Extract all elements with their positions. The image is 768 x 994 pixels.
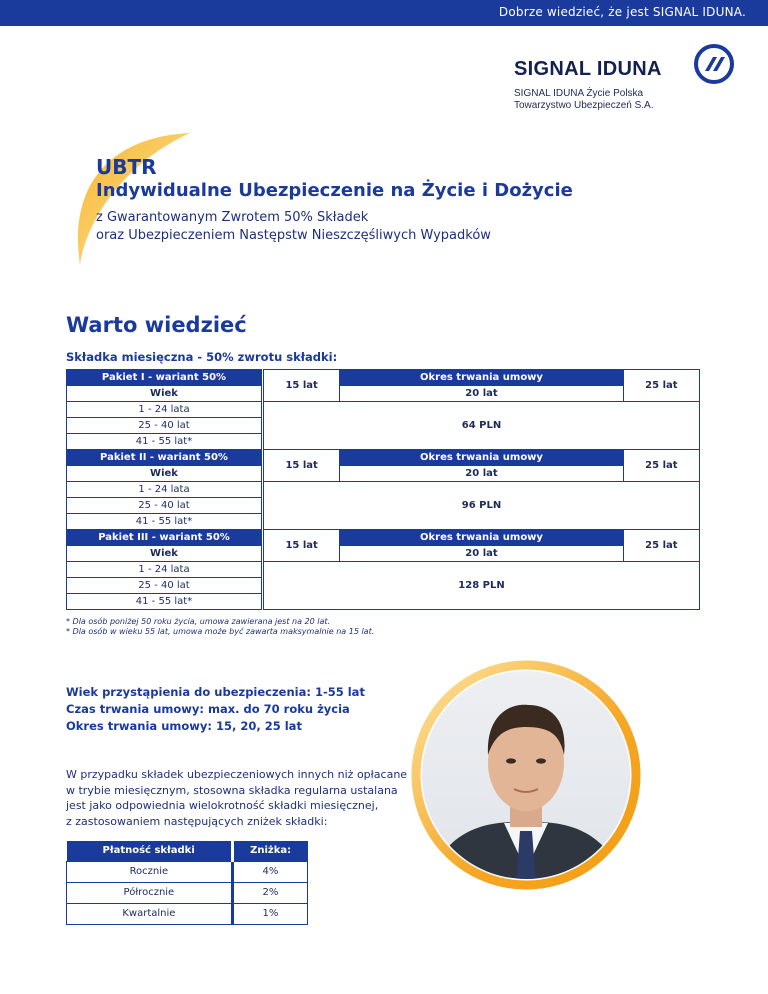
premium-value: 96 PLN	[264, 482, 700, 530]
section-title: Warto wiedzieć	[66, 313, 247, 337]
package-name: Pakiet III - wariant 50%	[67, 530, 262, 546]
package-name: Pakiet II - wariant 50%	[67, 450, 262, 466]
table-row	[67, 903, 308, 924]
table-row	[67, 466, 700, 482]
term-25: 25 lat	[623, 450, 699, 482]
contract-period-header: Okres trwania umowy	[340, 450, 623, 466]
discount-header-row	[67, 841, 308, 861]
top-banner	[0, 0, 768, 26]
age-range: 1 - 24 lata	[67, 562, 262, 578]
package-header-row	[67, 450, 700, 466]
package-header-row	[67, 370, 700, 386]
age-range: 41 - 55 lat*	[67, 434, 262, 450]
discount-header: Zniżka:	[232, 841, 307, 861]
slogan: Dobrze wiedzieć, że jest SIGNAL IDUNA.	[498, 5, 746, 19]
age-range: 41 - 55 lat*	[67, 514, 262, 530]
contract-period-header: Okres trwania umowy	[340, 370, 623, 386]
footnote-2: * Dla osób w wieku 55 lat, umowa może być zawarta maksymalnie na 15 lat.	[66, 627, 375, 636]
company-line-2: Towarzystwo Ubezpieczeń S.A.	[514, 100, 654, 111]
payment-frequency: Kwartalnie	[67, 903, 233, 924]
discount-paragraph	[66, 767, 407, 829]
table-row	[67, 386, 700, 402]
payment-header: Płatność składki	[67, 841, 233, 861]
table-caption: Składka miesięczna - 50% zwrotu składki:	[66, 350, 338, 364]
package-name: Pakiet I - wariant 50%	[67, 370, 262, 386]
premium-value: 64 PLN	[264, 402, 700, 450]
age-range: 25 - 40 lat	[67, 418, 262, 434]
contract-period-header: Okres trwania umowy	[340, 530, 623, 546]
age-range: 41 - 55 lat*	[67, 594, 262, 610]
document-title: Indywidualne Ubezpieczenie na Życie i Dożycie	[96, 180, 573, 201]
package-header-row	[67, 530, 700, 546]
brand-name: SIGNAL IDUNA	[514, 58, 662, 80]
term-20: 20 lat	[340, 546, 623, 562]
table-row	[67, 402, 700, 418]
subtitle-line-2: oraz Ubezpieczeniem Następstw Nieszczęśliwych Wypadków	[96, 228, 491, 243]
age-range: 25 - 40 lat	[67, 498, 262, 514]
table-row	[67, 861, 308, 882]
term-25: 25 lat	[623, 370, 699, 402]
payment-frequency: Rocznie	[67, 861, 233, 882]
table-row	[67, 482, 700, 498]
age-header: Wiek	[67, 466, 262, 482]
fact-term: Okres trwania umowy: 15, 20, 25 lat	[66, 719, 302, 733]
company-name	[514, 88, 654, 112]
document-code: UBTR	[96, 155, 157, 179]
footnote-1: * Dla osób poniżej 50 roku życia, umowa zawierana jest na 20 lat.	[66, 617, 331, 626]
table-row	[67, 882, 308, 903]
company-line-1: SIGNAL IDUNA Życie Polska	[514, 88, 644, 99]
age-range: 1 - 24 lata	[67, 482, 262, 498]
term-15: 15 lat	[264, 450, 340, 482]
age-header: Wiek	[67, 386, 262, 402]
paragraph-line: w trybie miesięcznym, stosowna składka regularna ustalana	[66, 783, 398, 797]
document-subtitle	[96, 209, 491, 245]
paragraph-line: W przypadku składek ubezpieczeniowych innych niż opłacane	[66, 768, 408, 781]
subtitle-line-1: z Gwarantowanym Zwrotem 50% Składek	[96, 210, 369, 225]
premium-value: 128 PLN	[264, 562, 700, 610]
term-25: 25 lat	[623, 530, 699, 562]
age-header: Wiek	[67, 546, 262, 562]
term-20: 20 lat	[340, 386, 623, 402]
discount-value: 1%	[232, 903, 307, 924]
discount-table	[66, 841, 308, 925]
decorative-arc	[40, 115, 220, 295]
fact-entry-age: Wiek przystąpienia do ubezpieczenia: 1-55 lat	[66, 685, 365, 699]
premium-table	[66, 369, 700, 610]
businessman-portrait-image	[410, 655, 656, 901]
term-15: 15 lat	[264, 530, 340, 562]
payment-frequency: Półrocznie	[67, 882, 233, 903]
key-facts	[66, 684, 365, 735]
table-row	[67, 546, 700, 562]
discount-value: 4%	[232, 861, 307, 882]
table-row	[67, 562, 700, 578]
term-20: 20 lat	[340, 466, 623, 482]
age-range: 25 - 40 lat	[67, 578, 262, 594]
footnotes	[66, 617, 374, 637]
discount-value: 2%	[232, 882, 307, 903]
signal-iduna-logo-icon	[694, 44, 734, 84]
age-range: 1 - 24 lata	[67, 402, 262, 418]
paragraph-line: jest jako odpowiednia wielokrotność składki miesięcznej,	[66, 799, 379, 812]
paragraph-line: z zastosowaniem następujących zniżek składki:	[66, 814, 328, 828]
fact-duration: Czas trwania umowy: max. do 70 roku życia	[66, 702, 350, 716]
term-15: 15 lat	[264, 370, 340, 402]
